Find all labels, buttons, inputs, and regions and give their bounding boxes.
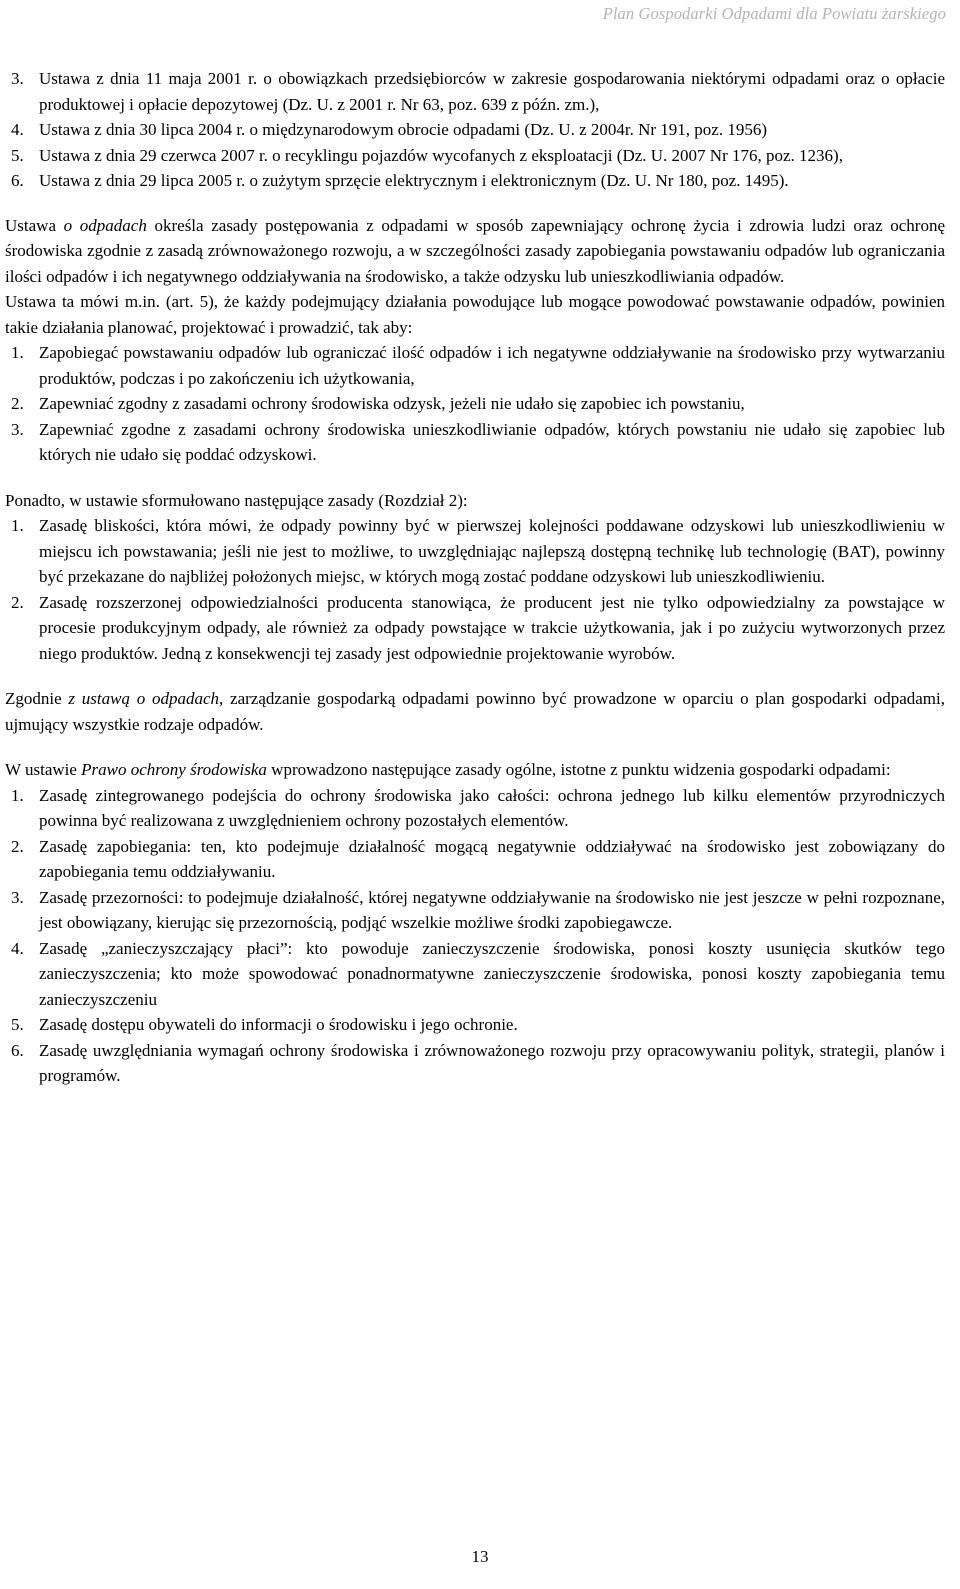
list-item (5, 117, 945, 143)
list-number: 6. (11, 171, 24, 190)
list-text: Zasadę dostępu obywateli do informacji o środowisku i jego ochronie. (39, 1015, 518, 1034)
list-item (5, 417, 945, 468)
list-number: 5. (11, 145, 24, 165)
list-text: Ustawa z dnia 11 maja 2001 r. o obowiązkach przedsiębiorców w zakresie gospodarowania niektórymi odpadami oraz o opłacie produktowej i opłacie depozytowej (Dz. U. z 2001 r. Nr 63, poz. 639 z późn. zm.), (39, 69, 945, 114)
paragraph-waste-plan (5, 686, 945, 737)
environment-rules-list (5, 783, 945, 1089)
list-item (5, 340, 945, 391)
list-number: 4. (11, 938, 24, 958)
list-item (5, 936, 945, 1013)
list-number: 1. (11, 785, 24, 805)
list-item (5, 168, 945, 194)
list-number: 1. (11, 343, 24, 362)
list-item (5, 66, 945, 117)
italic-run: z ustawą o odpadach, (68, 689, 224, 708)
list-item (5, 391, 945, 417)
list-number: 6. (11, 1040, 24, 1060)
paragraph-environment-law (5, 757, 945, 783)
text-run: Zgodnie (5, 689, 69, 708)
list-item (5, 143, 945, 169)
list-text: Zasadę zintegrowanego podejścia do ochrony środowiska jako całości: ochrona jednego lub kilku elementów przyrodniczych powinna być realizowana z uwzględnieniem ochrony pozostałych elementów. (39, 785, 945, 830)
list-number: 3. (11, 419, 24, 439)
list-number: 3. (11, 69, 24, 88)
list-number: 2. (11, 394, 24, 413)
italic-run: Prawo ochrony środowiska (81, 760, 267, 779)
list-item (5, 783, 945, 834)
list-item (5, 590, 945, 667)
art5-list (5, 340, 945, 468)
list-number: 2. (11, 836, 24, 856)
rules-list (5, 513, 945, 666)
paragraph-article-5: Ustawa ta mówi m.in. (art. 5), że każdy podejmujący działania powodujące lub mogące powodować powstawanie odpadów, powinien takie działania planować, projektować i prowadzić, tak aby: (5, 292, 945, 337)
paragraph-waste-act (5, 213, 945, 290)
text-run: Ustawa (5, 215, 64, 235)
list-item (5, 834, 945, 885)
spacer (5, 468, 945, 488)
text-run: zarządzanie gospodarką odpadami powinno być prowadzone w oparciu o plan gospodarki odpadami, ujmujący wszystkie rodzaje odpadów. (5, 689, 945, 734)
paragraph-rules-intro: Ponadto, w ustawie sformułowano następujące zasady (Rozdział 2): (5, 490, 468, 510)
list-text: Zasadę zapobiegania: ten, kto podejmuje działalność mogącą negatywnie oddziaływać na środowisko jest zobowiązany do zapobiegania temu oddziaływaniu. (39, 836, 945, 881)
list-item (5, 885, 945, 936)
list-text: Zasadę uwzględniania wymagań ochrony środowiska i zrównoważonego rozwoju przy opracowywaniu polityk, strategii, planów i programów. (39, 1040, 945, 1085)
page-header-title: Plan Gospodarki Odpadami dla Powiatu żarskiego (602, 4, 946, 23)
list-text: Zapobiegać powstawaniu odpadów lub ograniczać ilość odpadów i ich negatywne oddziaływanie na środowisko przy wytwarzaniu produktów, podczas i po zakończeniu ich użytkowania, (39, 343, 945, 388)
text-run: W ustawie (5, 760, 82, 779)
list-text: Ustawa z dnia 29 czerwca 2007 r. o recyklingu pojazdów wycofanych z eksploatacji (Dz. U. 2007 Nr 176, poz. 1236), (39, 145, 843, 165)
text-run: określa zasady postępowania z odpadami w sposób zapewniający ochronę życia i zdrowia ludzi oraz ochronę środowiska zgodnie z zasadą zrównoważonego rozwoju, a w szczególności zasady zapobiegania powstawaniu odpadów lub ograniczania ilości odpadów i ich negatywnego oddziaływania na środowisko, a także odzysku lub unieszkodliwiania odpadów. (5, 215, 946, 286)
list-text: Zasadę bliskości, która mówi, że odpady powinny być w pierwszej kolejności poddawane odzyskowi lub unieszkodliwieniu w miejscu ich powstawania; jeśli nie jest to możliwe, to uwzględniając najlepszą dostępną technikę lub technologię (BAT), powinny być przekazane do najbliżej położonych miejsc, w których mogą zostać poddane odzyskowi lub unieszkodliwieniu. (39, 516, 945, 586)
page-number: 13 (471, 1547, 489, 1566)
list-text: Ustawa z dnia 29 lipca 2005 r. o zużytym sprzęcie elektrycznym i elektronicznym (Dz. U. Nr 180, poz. 1495). (39, 171, 789, 190)
list-item (5, 513, 945, 590)
spacer (5, 666, 945, 686)
list-text: Zasadę rozszerzonej odpowiedzialności producenta stanowiąca, że producent jest nie tylko odpowiedzialny za powstające w procesie produkcyjnym odpady, ale również za odpady powstające w trakcie użytkowania, jak i po zużyciu wytworzonych przez niego produktów. Jedną z konsekwencji tej zasady jest odpowiednie projektowanie wyrobów. (39, 592, 945, 663)
list-number: 3. (11, 887, 24, 907)
list-number: 2. (11, 592, 24, 612)
list-text: Ustawa z dnia 30 lipca 2004 r. o międzynarodowym obrocie odpadami (Dz. U. z 2004r. Nr 191, poz. 1956) (39, 120, 767, 139)
list-number: 5. (11, 1015, 24, 1034)
spacer (5, 737, 945, 757)
spacer (5, 194, 945, 213)
text-run: wprowadzono następujące zasady ogólne, istotne z punktu widzenia gospodarki odpadami: (266, 760, 891, 779)
list-number: 4. (11, 120, 24, 139)
list-text: Zapewniać zgodny z zasadami ochrony środowiska odzysk, jeżeli nie udało się zapobiec ich powstaniu, (39, 394, 745, 413)
list-item (5, 1012, 945, 1038)
list-text: Zasadę przezorności: to podejmuje działalność, której negatywne oddziaływanie na środowisko nie jest jeszcze w pełni rozpoznane, jest obowiązany, kierując się przezornością, podjąć wszelkie możliwe środki zapobiegawcze. (39, 887, 945, 932)
italic-run: o odpadach (63, 215, 147, 235)
list-text: Zasadę „zanieczyszczający płaci”: kto powoduje zanieczyszczenie środowiska, ponosi koszty usunięcia skutków tego zanieczyszczenia; kto może spowodować ponadnormatywne zanieczyszczenie środowiska, ponosi koszty zapobiegania temu zanieczyszczeniu (39, 938, 945, 1009)
list-number: 1. (11, 516, 24, 535)
list-item (5, 1038, 945, 1089)
document-body (5, 66, 945, 1089)
list-text: Zapewniać zgodne z zasadami ochrony środowiska unieszkodliwianie odpadów, których powstaniu nie udało się zapobiec lub których nie udało się poddać odzyskowi. (39, 419, 945, 464)
acts-list (5, 66, 945, 194)
